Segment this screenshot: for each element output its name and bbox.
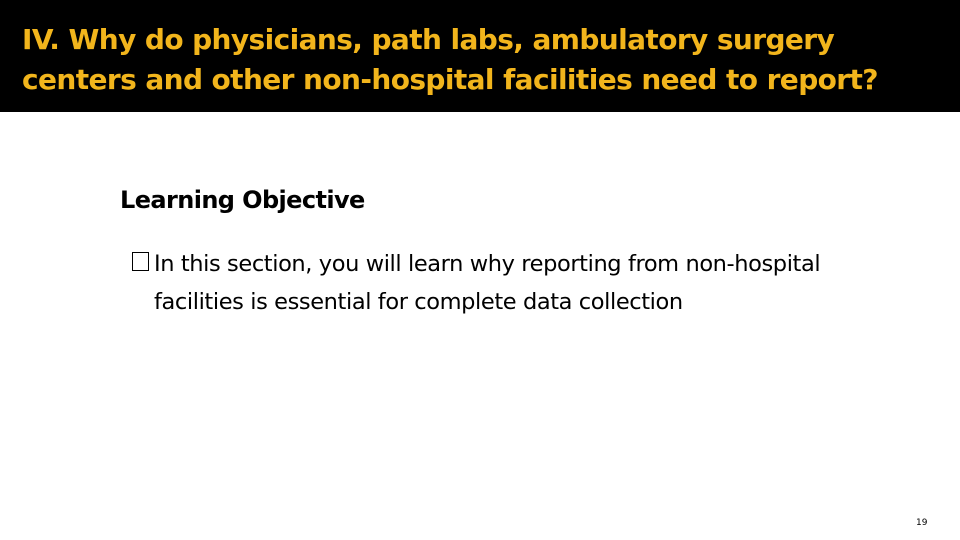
square-bullet-icon [132,252,149,271]
slide-title: IV. Why do physicians, path labs, ambulatory surgery centers and other non-hospital facilities need to report? [22,23,878,96]
section-heading: Learning Objective [120,186,365,214]
page-number: 19 [916,518,928,528]
bullet-text: In this section, you will learn why reporting from non-hospital facilities is essential for complete data collection [154,251,821,315]
bullet-item [132,245,832,321]
title-bar [0,0,960,112]
